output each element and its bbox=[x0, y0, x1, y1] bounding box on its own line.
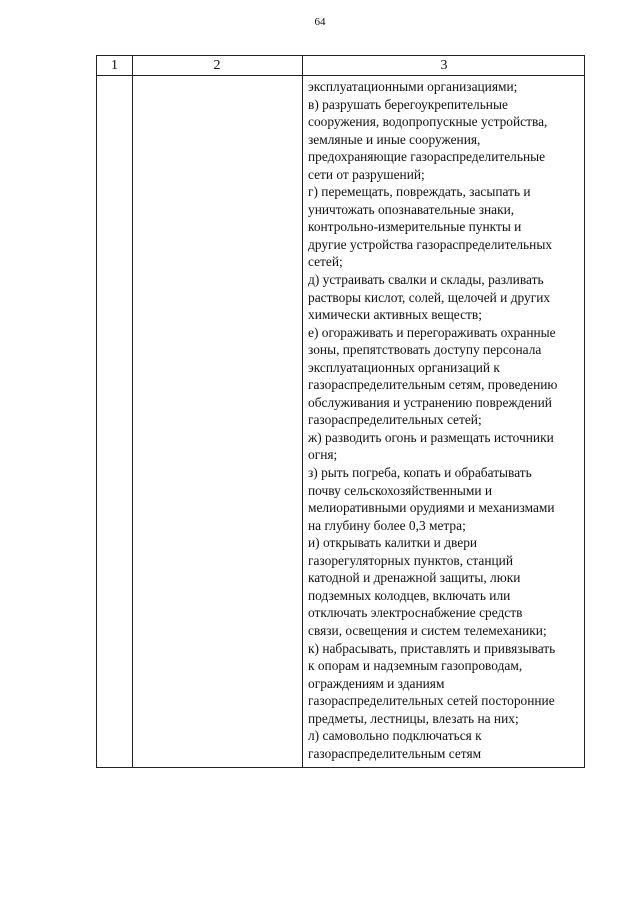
text-line: газораспределительных сетей посторонние bbox=[308, 693, 555, 709]
text-line: эксплуатационных организаций к bbox=[308, 359, 500, 375]
text-line: на глубину более 0,3 метра; bbox=[308, 517, 466, 533]
text-line: мелиоративными орудиями и механизмами bbox=[308, 500, 555, 516]
text-line: химически активных веществ; bbox=[308, 307, 482, 323]
text-line: отключать электроснабжение средств bbox=[308, 605, 523, 621]
text-line: предохраняющие газораспределительные bbox=[308, 149, 546, 165]
text-line: связи, освещения и систем телемеханики; bbox=[308, 622, 547, 638]
text-line: е) огораживать и перегораживать охранные bbox=[308, 324, 556, 340]
column-header-1: 1 bbox=[111, 58, 118, 73]
text-line: сооружения, водопропускные устройства, bbox=[308, 114, 548, 130]
text-line: газораспределительным сетям, проведению bbox=[308, 377, 558, 393]
text-line: растворы кислот, солей, щелочей и других bbox=[308, 289, 551, 305]
text-line: газорегуляторных пунктов, станций bbox=[308, 552, 514, 568]
text-line: сетей; bbox=[308, 254, 343, 270]
text-line: катодной и дренажной защиты, люки bbox=[308, 570, 521, 586]
text-line: л) самовольно подключаться к bbox=[308, 728, 482, 744]
text-line: в) разрушать берегоукрепительные bbox=[308, 96, 508, 112]
text-line: огня; bbox=[308, 447, 338, 463]
column-divider-2 bbox=[302, 56, 303, 767]
column-header-2: 2 bbox=[213, 58, 221, 73]
text-line: другие устройства газораспределительных bbox=[308, 236, 553, 252]
text-line: газораспределительных сетей; bbox=[308, 412, 482, 428]
text-line: почву сельскохозяйственными и bbox=[308, 482, 493, 498]
text-line: и) открывать калитки и двери bbox=[308, 535, 478, 551]
column-divider-1 bbox=[132, 56, 133, 767]
header-row-divider bbox=[97, 75, 584, 76]
text-line: ограждениям и зданиям bbox=[308, 675, 445, 691]
text-line: д) устраивать свалки и склады, разливать bbox=[308, 272, 544, 288]
text-line: зоны, препятствовать доступу персонала bbox=[308, 342, 542, 358]
text-line: подземных колодцев, включать или bbox=[308, 587, 511, 603]
text-line: сети от разрушений; bbox=[308, 166, 425, 182]
text-line: эксплуатационными организациями; bbox=[308, 79, 518, 94]
text-line: предметы, лестницы, влезать на них; bbox=[308, 710, 519, 726]
text-line: к опорам и надземным газопроводам, bbox=[308, 658, 523, 674]
text-line: уничтожать опознавательные знаки, bbox=[308, 201, 515, 217]
text-line: к) набрасывать, приставлять и привязывать bbox=[308, 640, 556, 656]
column-header-3: 3 bbox=[440, 58, 448, 73]
text-line: газораспределительным сетям bbox=[308, 745, 482, 761]
page-number: 64 bbox=[314, 16, 326, 28]
text-line: ж) разводить огонь и размещать источники bbox=[308, 429, 554, 445]
document-table bbox=[96, 55, 585, 768]
text-line: земляные и иные сооружения, bbox=[308, 131, 481, 147]
text-line: контрольно-измерительные пункты и bbox=[308, 219, 522, 235]
text-line: г) перемещать, повреждать, засыпать и bbox=[308, 184, 531, 200]
text-line: з) рыть погреба, копать и обрабатывать bbox=[308, 465, 532, 481]
column-3-content bbox=[308, 78, 584, 762]
text-line: обслуживания и устранению повреждений bbox=[308, 394, 552, 410]
